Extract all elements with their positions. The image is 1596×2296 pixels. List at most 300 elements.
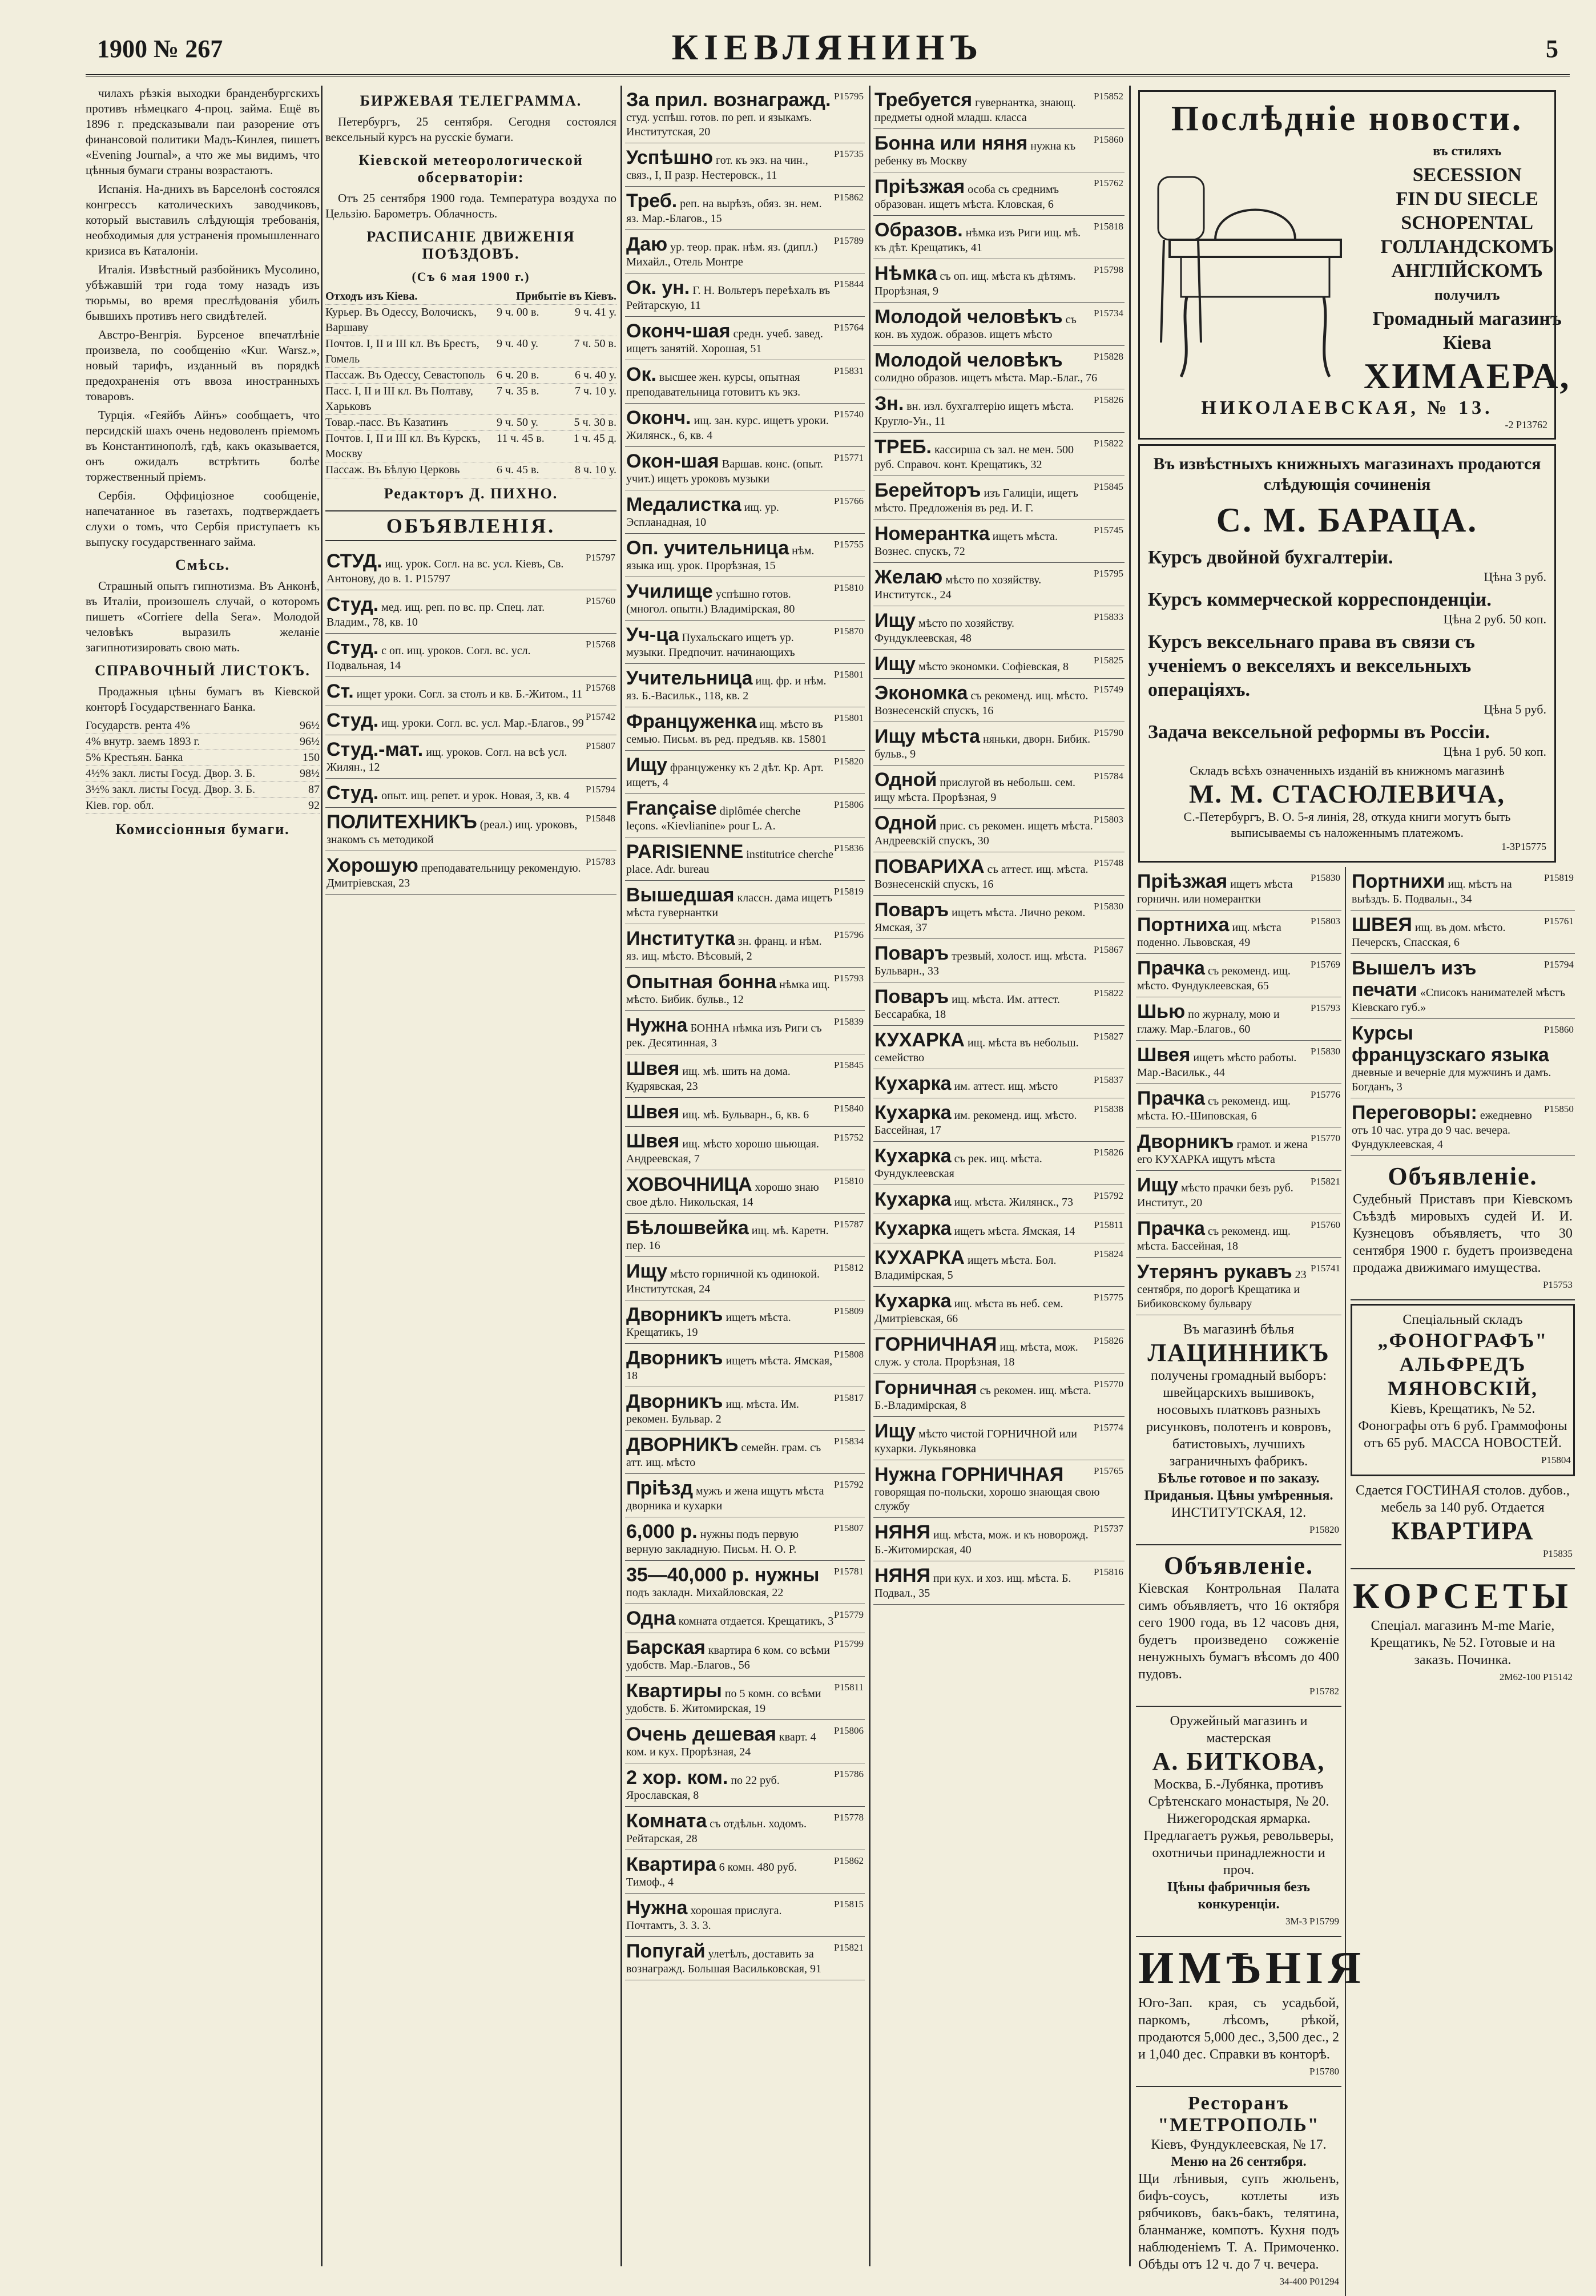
imenie-text: Юго-Зап. края, съ усадьбой, паркомъ, лѣсомъ, рѣкой, продаются 5,000 дес., 3,500 дес., 2 и 1,040 дес. Справки въ конторѣ.	[1138, 1996, 1339, 2062]
ad-text: ищ. мѣсто въ семью. Письм. въ ред. предъяв. кв. 15801	[626, 718, 827, 746]
classified-ad	[1136, 997, 1341, 1041]
ad-code: Р15782	[1309, 1686, 1339, 1697]
metropol-title: Ресторанъ "МЕТРОПОЛЬ"	[1158, 2093, 1320, 2136]
pristav-text: Судебный Приставъ при Кіевскомъ Съѣздѣ мировыхъ судей И. И. Кузнецовъ объявляетъ, что 30 сентября 1900 г. будетъ произведена продажа движимаго имущества.	[1353, 1192, 1573, 1275]
classified-ad	[873, 896, 1125, 939]
ad-code: Р15768	[586, 682, 615, 693]
train-arrival: 7 ч. 10 у.	[574, 385, 616, 397]
ad-code: Р15867	[1094, 944, 1123, 955]
bitkov-line: Цѣны фабричныя безъ конкуренціи.	[1167, 1880, 1311, 1912]
ad-text: ищ. мѣста въ небольш. семейство	[874, 1037, 1079, 1064]
classified-ad	[873, 129, 1125, 172]
classified-ad	[873, 1142, 1125, 1185]
classified-ad	[625, 404, 865, 447]
classified-ad	[873, 1287, 1125, 1330]
ad-text: мѣсто горничной къ одинокой. Институтская, 24	[626, 1268, 820, 1295]
ad-text: преподавательницу рекомендую. Дмитріевская, 23	[327, 862, 581, 889]
book-seller-intro: Складъ всѣхъ означенныхъ изданій въ книжномъ магазинѣ	[1190, 763, 1505, 778]
classified-ad	[873, 1069, 1125, 1098]
ad-text: ищ. фр. и нѣм. яз. Б.-Васильк., 118, кв. 2	[626, 675, 827, 702]
ad-text: им. рекоменд. ищ. мѣсто. Бассейная, 17	[874, 1109, 1077, 1137]
classified-ad	[325, 851, 616, 895]
ad-text: ищ. мѣста въ неб. сем. Дмитріевская, 66	[874, 1298, 1063, 1325]
ad-text: ур. теор. прак. нѣм. яз. (дипл.) Михайл., Отель Монтре	[626, 241, 818, 268]
ad-headline: Шью	[1137, 1001, 1186, 1022]
ad-text: съ оп. ищ. мѣста къ дѣтямъ. Прорѣзная, 9	[874, 270, 1076, 297]
ad-headline: Опытная бонна	[626, 971, 777, 993]
furniture-store: Громадный магазинъ Кіева	[1372, 308, 1562, 353]
ad-code: Р15762	[1094, 178, 1123, 188]
ad-headline: Попугай	[626, 1940, 706, 1962]
ad-headline: Ищу	[874, 610, 916, 631]
train-arrival: 5 ч. 30 в.	[574, 416, 616, 429]
ad-headline: Ищу мѣста	[874, 726, 980, 747]
schedule-head-arr: Прибытіе въ Кіевъ.	[516, 290, 616, 303]
ad-headline: Бѣлошвейка	[626, 1217, 749, 1239]
classified-ad	[625, 360, 865, 404]
book-author: С. М. БАРАЦА.	[1216, 501, 1478, 539]
lacinnik-line: Бѣлье готовое и по заказу.	[1158, 1471, 1320, 1486]
ad-text: комната отдается. Крещатикъ, 3	[678, 1615, 834, 1628]
classified-ad	[1136, 1041, 1341, 1084]
train-departure: 9 ч. 40 у.	[497, 337, 539, 350]
ad-text: при кух. и хоз. ищ. мѣста. Б. Подвал., 35	[874, 1572, 1071, 1600]
ad-headline: Нужна	[626, 1897, 688, 1919]
classified-ad	[873, 1373, 1125, 1417]
rate-value: 98½	[300, 767, 320, 780]
ad-code: Р15809	[834, 1306, 864, 1316]
classified-ad	[873, 303, 1125, 346]
ad-code: Р15822	[1094, 438, 1123, 449]
classified-ad	[625, 86, 865, 143]
train-row	[325, 415, 616, 431]
ad-text: нужна къ ребенку въ Москву	[874, 140, 1076, 167]
ad-text: ищ. мѣста. Им. аттест. Бессарабка, 18	[874, 993, 1060, 1021]
classified-ad	[873, 1243, 1125, 1287]
newspaper-title: КІЕВЛЯНИНЪ	[671, 27, 984, 67]
fonograf-intro: Спеціальный складъ	[1402, 1312, 1523, 1327]
column-rule	[869, 86, 870, 2266]
ad-code: -2 Р13762	[1505, 419, 1547, 430]
classified-ad	[1136, 1171, 1341, 1214]
rate-value: 87	[308, 783, 320, 796]
classified-ads	[625, 86, 865, 1980]
ad-text: ищ. въ дом. мѣсто. Печерскъ, Спасская, 6	[1352, 921, 1506, 949]
ad-code: Р15794	[1543, 959, 1574, 970]
train-arrival: 1 ч. 45 д.	[573, 432, 616, 445]
ad-headline: ПОЛИТЕХНИКЪ	[327, 811, 477, 833]
ad-text: мужъ и жена ищутъ мѣста дворника и кухарки	[626, 1485, 824, 1512]
ad-headline: Француженка	[626, 711, 757, 732]
ad-code: 2М62-100 Р15142	[1499, 1671, 1573, 1682]
classified-ad	[873, 433, 1125, 476]
rate-name: 3½% закл. листы Госуд. Двор. З. Б.	[86, 783, 256, 796]
ad-headline: Уч-ца	[626, 624, 679, 646]
metropol-sub: Кіевъ, Фундуклеевская, № 17.	[1151, 2137, 1327, 2152]
ad-code: Р15848	[586, 813, 615, 824]
train-arrival: 9 ч. 41 у.	[574, 306, 616, 319]
ad-text: съ отдѣльн. ходомъ. Рейтарская, 28	[626, 1818, 807, 1845]
furniture-style-intro: въ стиляхъ	[1433, 144, 1502, 159]
book-title: Курсъ двойной бухгалтеріи.	[1148, 547, 1393, 568]
ad-text: семейн. грам. съ атт. ищ. мѣсто	[626, 1441, 821, 1469]
classified-ad	[873, 1561, 1125, 1605]
ad-headline: Кухарка	[874, 1189, 952, 1210]
ad-code: Р15748	[1094, 857, 1123, 868]
classified-ad	[873, 650, 1125, 679]
ad-headline: Одной	[874, 812, 937, 834]
ad-text: ищ. мѣ. Бульварн., 6, кв. 6	[682, 1109, 809, 1121]
ad-code: Р15831	[834, 365, 864, 376]
birzha-text: Петербургъ, 25 сентября. Сегодня состоялся вексельный курсъ на русскіе бумаги.	[325, 115, 616, 144]
ad-headline: Вышедшая	[626, 884, 735, 906]
ad-headline: Оконч.	[626, 407, 691, 429]
metropol-text: Щи лѣнивыя, супъ жюльенъ, бифъ-соусъ, котлеты изъ рябчиковъ, бакъ-бакъ, телятина, бланманже, компотъ. Кухня подъ наблюденіемъ Т. А. Примоченко. Обѣды отъ 12 ч. до 7 ч. вечера.	[1138, 2172, 1339, 2272]
rate-name: 5% Крестьян. Банка	[86, 751, 183, 764]
classified-ad	[325, 590, 616, 634]
classified-ad	[625, 534, 865, 577]
ad-headline: ПОВАРИХА	[874, 856, 985, 877]
column-rule	[1129, 86, 1131, 2266]
rate-row	[86, 798, 320, 814]
classified-ad	[625, 1170, 865, 1214]
spravka-subtitle: Продажныя цѣны бумагъ въ Кіевской конторѣ Государственнаго Банка.	[86, 684, 320, 714]
ad-code: Р15821	[834, 1942, 864, 1953]
rates-table	[86, 718, 320, 814]
column-telegrams	[325, 86, 616, 2266]
classified-ad	[625, 187, 865, 230]
ad-headline: Молодой человѣкъ	[874, 306, 1063, 328]
ad-code: Р15860	[1094, 134, 1123, 145]
furniture-ad	[1138, 90, 1571, 440]
ad-text: ищ. ур. Эспланадная, 10	[626, 501, 779, 529]
ad-text: особа съ среднимъ образован. ищетъ мѣста. Кловская, 6	[874, 183, 1059, 211]
ad-headline: Поваръ	[874, 986, 949, 1008]
bitkov-ad	[1136, 1707, 1341, 1937]
ad-code: 1-3Р15775	[1501, 841, 1546, 852]
classified-ad	[1136, 867, 1341, 911]
ad-text: съ рекоменд. ищ. мѣсто. Вознесенскій спускъ, 16	[874, 690, 1089, 717]
train-name: Товар.-пасс. Въ Казатинъ	[325, 416, 449, 429]
ad-text: квартира 6 ком. со всѣми удобств. Мар.-Благов., 56	[626, 1644, 830, 1671]
classified-ad	[873, 1460, 1125, 1518]
ad-headline: Прачка	[1137, 1087, 1205, 1109]
ad-text: улетѣлъ, доставить за вознагражд. Большая Васильковская, 91	[626, 1948, 821, 1975]
ad-headline: Институтка	[626, 928, 735, 949]
rate-row	[86, 718, 320, 734]
ad-text: ищ. уроки. Согл. вс. усл. Мар.-Благов., 99	[381, 717, 584, 730]
ad-text: Пухальскаго ищетъ ур. музыки. Предпочит. начинающихъ	[626, 631, 795, 659]
ad-text: нѣмка ищ. мѣсто. Бибик. бульв., 12	[626, 978, 830, 1006]
ad-text: (реал.) ищ. уроковъ, знакомъ съ методикой	[327, 819, 578, 846]
train-arrival: 7 ч. 50 в.	[574, 337, 616, 350]
classified-ad	[325, 706, 616, 735]
ad-text: реп. на вырѣзъ, обяз. зн. нем. яз. Мар.-Благов., 15	[626, 198, 822, 225]
kontrol-notice	[1136, 1545, 1341, 1707]
furniture-style: SCHOPENTAL	[1401, 212, 1534, 233]
ad-code: Р15828	[1094, 351, 1123, 362]
ad-code: Р15815	[834, 1899, 864, 1910]
ad-text: ищ. зан. курс. ищетъ уроки. Жилянск., 6, кв. 4	[626, 414, 829, 442]
classified-ads	[1136, 867, 1341, 1315]
ad-code: Р15852	[1094, 91, 1123, 102]
pristav-title: Объявленіе.	[1388, 1162, 1538, 1190]
train-name: Почтов. I, II и III кл. Въ Курскъ, Москву	[325, 432, 481, 460]
ad-code: Р15779	[834, 1609, 864, 1620]
classified-ad	[873, 1330, 1125, 1373]
ad-code: Р15818	[1094, 221, 1123, 232]
book-ad	[1138, 444, 1556, 863]
ad-code: Р15789	[834, 235, 864, 246]
ad-headline: Поваръ	[874, 942, 949, 964]
ad-text: ищ. урок. Согл. на вс. усл. Кіевъ, Св. Антонову, до в. 1. Р15797	[327, 558, 564, 585]
ad-code: Р15776	[1311, 1089, 1340, 1100]
issue-number: 1900 № 267	[97, 35, 223, 63]
train-departure: 9 ч. 50 у.	[497, 416, 539, 429]
ad-code: Р15781	[834, 1566, 864, 1577]
ad-headline: Студ.	[327, 710, 379, 731]
ad-code: Р15860	[1543, 1024, 1574, 1035]
ad-headline: Окон-шая	[626, 450, 719, 472]
ad-text: хорошая прислуга. Почтамтъ, 3. 3. 3.	[626, 1904, 782, 1932]
classified-ad	[625, 1214, 865, 1257]
book-seller: М. М. СТАСЮЛЕВИЧА,	[1189, 779, 1505, 808]
section-title-schedule: РАСПИСАНІЕ ДВИЖЕНІЯ ПОѢЗДОВЪ.	[366, 228, 575, 262]
ad-text: 23 сентября, по дорогѣ Крещатика и Бибиковскому бульвару	[1137, 1268, 1307, 1310]
classified-ad	[625, 924, 865, 968]
ad-headline: Швея	[626, 1058, 680, 1079]
book-price: Цѣна 5 руб.	[1484, 702, 1546, 716]
classified-ad	[325, 547, 616, 590]
ad-headline: Ищу	[1137, 1174, 1179, 1196]
ad-headline: Студ.-мат.	[327, 739, 424, 760]
bitkov-name: А. БИТКОВА,	[1152, 1747, 1325, 1775]
metropol-ad	[1136, 2087, 1341, 2296]
ad-code: Р15795	[1094, 568, 1123, 579]
ad-code: Р15770	[1311, 1133, 1340, 1143]
classified-ad	[625, 664, 865, 707]
ad-headline: Кухарка	[874, 1290, 952, 1312]
ad-headline: Студ.	[327, 594, 379, 615]
rate-value: 92	[308, 799, 320, 812]
classified-ad	[1351, 1098, 1575, 1156]
classified-ad	[625, 1604, 865, 1633]
ad-code: Р15845	[834, 1060, 864, 1070]
ad-headline: Горничная	[874, 1377, 977, 1399]
newspaper-page	[86, 23, 1574, 2287]
ad-text: трезвый, холост. ищ. мѣста. Бульварн., 33	[874, 950, 1087, 977]
news-paragraph: Италія. Извѣстный разбойникъ Мусолино, убѣжавшій три года тому назадъ изъ тюрьмы, во время преслѣдованія убилъ бывшихъ противъ него свидѣтелей.	[86, 263, 320, 323]
ad-headline: Швея	[626, 1130, 680, 1152]
furniture-style: ГОЛЛАНДСКОМЪ	[1380, 236, 1554, 257]
ad-code: Р15837	[1094, 1074, 1123, 1085]
ad-text: ищетъ мѣста. Ямская, 14	[954, 1225, 1075, 1238]
ad-headline: ХОВОЧНИЦА	[626, 1174, 752, 1195]
ad-headline: Française	[626, 797, 717, 819]
classified-ad	[1136, 1127, 1341, 1171]
furniture-received: получилъ	[1434, 287, 1500, 303]
ad-code: Р15835	[1542, 1548, 1573, 1559]
ad-headline: Дворникъ	[626, 1304, 723, 1326]
ad-headline: Требуется	[874, 89, 973, 111]
classified-ad	[873, 172, 1125, 216]
ad-code: Р15830	[1094, 901, 1123, 912]
rate-name: Кіев. гор. обл.	[86, 799, 154, 812]
classified-ad	[873, 1185, 1125, 1214]
kvartira-ad	[1351, 1476, 1575, 1569]
ad-text: ищ. мѣсто хорошо шьющая. Андреевская, 7	[626, 1138, 819, 1165]
ad-text: мѣсто экономки. Софіевская, 8	[918, 660, 1069, 673]
schedule-header	[325, 289, 616, 305]
ad-text: прис. съ рекомен. ищетъ мѣста. Андреевскій спускъ, 30	[874, 820, 1093, 847]
ad-code: Р15798	[1094, 264, 1123, 275]
lacinnik-address: ИНСТИТУТСКАЯ, 12.	[1171, 1505, 1307, 1520]
rate-name: 4% внутр. заемъ 1893 г.	[86, 735, 200, 748]
book-ad-intro: Въ извѣстныхъ книжныхъ магазинахъ продаются слѣдующія сочиненія	[1153, 454, 1541, 494]
ad-headline: НЯНЯ	[874, 1565, 930, 1586]
ad-code: Р15811	[1094, 1219, 1123, 1230]
ad-headline: Кухарка	[874, 1145, 952, 1167]
ad-headline: ДВОРНИКЪ	[626, 1434, 739, 1456]
ad-text: съ рекомен. ищ. мѣста. Б.-Владимірская, 8	[874, 1384, 1091, 1412]
ad-text: кассирша съ зал. не мен. 500 руб. Справоч. конт. Крещатикъ, 32	[874, 444, 1074, 471]
classified-ad	[325, 808, 616, 851]
ad-text: 6 комн. 480 руб. Тимоф., 4	[626, 1861, 797, 1888]
ad-headline: PARISIENNE	[626, 841, 744, 863]
classified-ad	[625, 1720, 865, 1763]
ad-text: Г. Н. Вольтеръ переѣхалъ въ Рейтарскую, 11	[626, 284, 831, 312]
ad-text: «Списокъ нанимателей мѣстъ Кіевскаго губ.»	[1352, 986, 1566, 1014]
ad-code: Р15819	[834, 886, 864, 897]
news-paragraph: Австро-Венгрія. Бурсеное впечатлѣніе произвела, по сообщенію «Kur. Warsz.», новый тарифъ, изданный въ порядкѣ предохраненія отъ ввоза иностранныхъ товаровъ.	[86, 328, 320, 403]
ad-headline: Ищу	[626, 1260, 668, 1282]
classified-ad	[625, 794, 865, 837]
fonograf-name: „ФОНОГРАФЪ" АЛЬФРЕДЪ МЯНОВСКІЙ,	[1377, 1329, 1548, 1400]
lacinnik-name: ЛАЦИННИКЪ	[1147, 1339, 1330, 1367]
ad-code: Р15804	[1541, 1455, 1571, 1465]
classified-ad	[873, 679, 1125, 722]
ad-text: солидно образов. ищетъ мѣста. Мар.-Благ., 76	[874, 372, 1098, 384]
classified-ad	[873, 216, 1125, 259]
rate-name: Государств. рента 4%	[86, 719, 190, 732]
ad-text: съ рекоменд. ищ. мѣста. Бассейная, 18	[1137, 1225, 1291, 1252]
bitkov-text: Москва, Б.-Лубянка, противъ Срѣтенскаго монастыря, № 20. Нижегородская ярмарка. Предлагаетъ ружья, револьверы, охотничьи принадлежности и проч.	[1143, 1777, 1334, 1878]
ad-code: Р15775	[1094, 1292, 1123, 1303]
ad-code: Р15830	[1311, 1046, 1340, 1057]
furniture-address: НИКОЛАЕВСКАЯ, № 13.	[1201, 397, 1493, 418]
ad-code: Р15760	[586, 595, 615, 606]
ad-text: ищ. мѣста. Им. рекомен. Бульвар. 2	[626, 1398, 799, 1425]
classified-ad	[625, 1517, 865, 1561]
ad-code: Р15839	[834, 1016, 864, 1027]
ad-headline: КУХАРКА	[874, 1247, 965, 1268]
ad-code: Р15820	[834, 756, 864, 767]
ad-code: Р15807	[586, 740, 615, 751]
ad-headline: ГОРНИЧНАЯ	[874, 1334, 997, 1355]
ad-headline: Берейторъ	[874, 480, 981, 501]
ad-headline: ТРЕБ.	[874, 436, 932, 458]
classified-ads	[873, 86, 1125, 1605]
ad-text: ищетъ мѣсто работы. Мар.-Васильк., 44	[1137, 1052, 1297, 1079]
section-title-smes: Смѣсь.	[175, 557, 230, 573]
ad-text: ищ. уроков. Согл. на всѣ усл. Жилян., 12	[327, 746, 567, 774]
ad-code: Р15817	[834, 1392, 864, 1403]
ad-code: Р15826	[1094, 1335, 1123, 1346]
furniture-style: АНГЛІЙСКОМЪ	[1391, 260, 1543, 281]
classified-ad	[1351, 911, 1575, 954]
ad-headline: За прил. вознагражд.	[626, 89, 831, 111]
ad-text: опыт. ищ. репет. и урок. Новая, 3, кв. 4	[381, 789, 570, 802]
ad-headline: НЯНЯ	[874, 1521, 930, 1543]
ad-code: Р15827	[1094, 1031, 1123, 1042]
ad-code: Р15810	[834, 582, 864, 593]
ad-text: мѣсто чистой ГОРНИЧНОЙ или кухарки. Лукьяновка	[874, 1428, 1077, 1455]
ad-text: нѣм. языка ищ. урок. Прорѣзная, 15	[626, 545, 815, 572]
lacinnik-ad	[1136, 1315, 1341, 1545]
ad-text: по журналу, мою и глажу. Мар.-Благов., 60	[1137, 1008, 1280, 1036]
ad-headline: Очень дешевая	[626, 1723, 776, 1745]
ad-code: Р15811	[834, 1682, 864, 1693]
ad-code: 3М-3 Р15799	[1285, 1916, 1339, 1927]
train-row	[325, 336, 616, 368]
classified-ad	[625, 1474, 865, 1517]
classified-ad	[873, 1417, 1125, 1460]
classified-ad	[625, 317, 865, 360]
ad-headline: Ищу	[874, 653, 916, 675]
classified-ad	[625, 490, 865, 534]
rate-name: 4½% закл. листы Госуд. Двор. З. Б.	[86, 767, 256, 780]
ad-headline: Образов.	[874, 219, 963, 241]
ad-headline: Бонна или няня	[874, 132, 1028, 154]
ad-code: Р15862	[834, 1855, 864, 1866]
ad-code: Р15816	[1094, 1566, 1123, 1577]
ad-code: Р15793	[1311, 1002, 1340, 1013]
ad-code: Р15793	[834, 973, 864, 984]
classified-ad	[873, 766, 1125, 809]
train-departure: 11 ч. 45 в.	[497, 432, 545, 445]
ad-code: Р15796	[834, 929, 864, 940]
classified-ad	[625, 1011, 865, 1054]
classified-ad	[625, 1633, 865, 1677]
classified-ad	[1136, 1084, 1341, 1127]
book-title: Задача вексельной реформы въ Россіи.	[1148, 722, 1490, 743]
ad-headline: Пріѣзд	[626, 1477, 694, 1499]
book-price: Цѣна 1 руб. 50 коп.	[1443, 744, 1546, 759]
classified-ad	[873, 563, 1125, 606]
ad-code: Р15770	[1094, 1379, 1123, 1389]
ad-code: Р15799	[834, 1638, 864, 1649]
pristav-notice	[1351, 1156, 1575, 1300]
classified-ad	[625, 968, 865, 1011]
ad-code: Р15820	[1309, 1524, 1339, 1535]
train-row	[325, 462, 616, 478]
rate-row	[86, 734, 320, 750]
ad-headline: Прачка	[1137, 957, 1205, 979]
book-seller-address: С.-Петербургъ, В. О. 5-я линія, 28, откуда книги могутъ быть выписываемы съ наложеннымъ платежомъ.	[1183, 809, 1511, 840]
ad-code: Р15807	[834, 1522, 864, 1533]
classified-ad	[625, 1561, 865, 1604]
ad-headline: СТУД.	[327, 550, 382, 572]
ad-code: Р15734	[1094, 308, 1123, 319]
train-row	[325, 384, 616, 415]
column-rule	[321, 86, 323, 2266]
ad-headline: Экономка	[874, 682, 968, 704]
classified-ad	[625, 1054, 865, 1098]
classified-ad	[625, 1763, 865, 1807]
classified-ad	[873, 809, 1125, 852]
classified-ad	[1351, 954, 1575, 1019]
ad-code: Р15784	[1094, 771, 1123, 782]
